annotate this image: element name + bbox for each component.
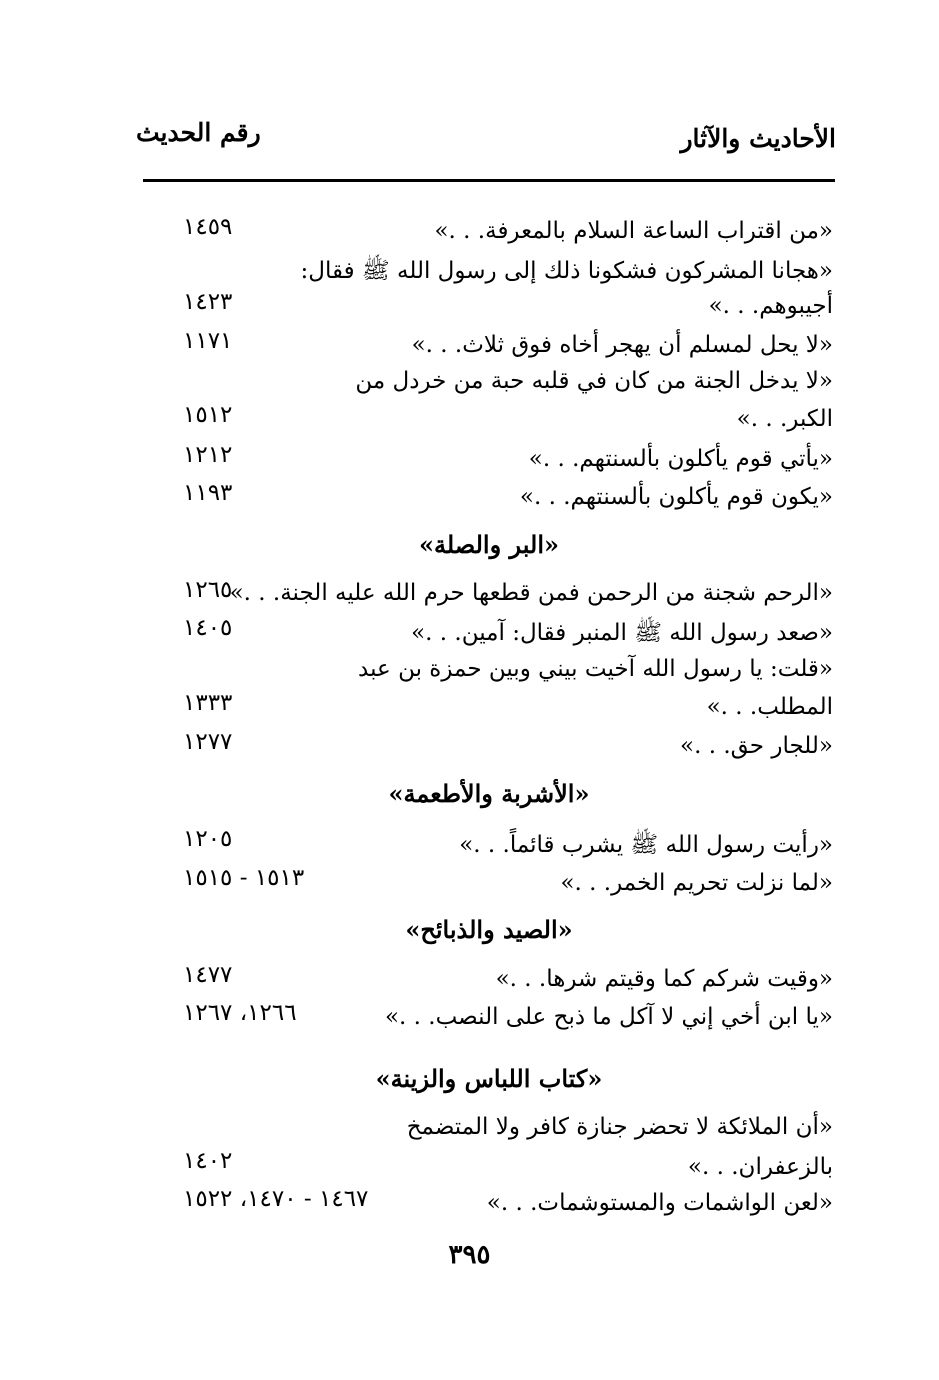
page-number: ٣٩٥ <box>448 1240 491 1270</box>
hadith-entry-line: «رأيت رسول الله ﷺ يشرب قائماً. . .» <box>459 832 833 858</box>
page-header-title: الأحاديث والآثار <box>680 124 836 153</box>
section-heading: «الصيد والذبائح» <box>405 915 573 944</box>
hadith-entry-line: الكبر. . .» <box>736 406 833 432</box>
hadith-entry-line: «هجانا المشركون فشكونا ذلك إلى رسول الله ﷺ فقال: <box>300 258 833 284</box>
hadith-number: ١١٧١ <box>183 328 233 354</box>
hadith-entry-line: «قلت: يا رسول الله آخيت بيني وبين حمزة بن عبد <box>358 656 833 682</box>
hadith-entry-line: «للجار حق. . .» <box>680 733 833 759</box>
hadith-entry-line: «الرحم شجنة من الرحمن فمن قطعها حرم الله عليه الجنة. . .» <box>229 580 833 606</box>
section-heading: «الأشربة والأطعمة» <box>388 779 590 808</box>
hadith-entry-line: «صعد رسول الله ﷺ المنبر فقال: آمين. . .» <box>411 620 833 646</box>
hadith-number: ١٤٦٧ - ١٤٧٠، ١٥٢٢ <box>183 1186 369 1212</box>
hadith-entry-line: «يكون قوم يأكلون بألسنتهم. . .» <box>519 484 833 510</box>
hadith-number: ١٤٠٥ <box>183 615 233 641</box>
hadith-number: ١٢٠٥ <box>183 826 233 852</box>
hadith-number: ١٢٧٧ <box>183 729 233 755</box>
hadith-entry-line: «وقيت شركم كما وقيتم شرها. . .» <box>495 966 833 992</box>
hadith-number: ١٤٢٣ <box>183 289 233 315</box>
hadith-number: ١١٩٣ <box>183 480 233 506</box>
hadith-number: ١٢٦٦، ١٢٦٧ <box>183 1000 297 1026</box>
hadith-number: ١٤٠٢ <box>183 1148 233 1174</box>
hadith-number: ١٢٦٥ <box>183 577 233 603</box>
column-header-hadith-number: رقم الحديث <box>136 118 261 147</box>
hadith-entry-line: «من اقتراب الساعة السلام بالمعرفة. . .» <box>434 218 833 244</box>
hadith-entry-line: «لا يحل لمسلم أن يهجر أخاه فوق ثلاث. . .» <box>411 332 833 358</box>
hadith-number: ١٤٧٧ <box>183 962 233 988</box>
hadith-entry-line: «لا يدخل الجنة من كان في قلبه حبة من خردل من <box>355 368 833 394</box>
hadith-number: ١٥١٢ <box>183 402 233 428</box>
hadith-entry-line: «لعن الواشمات والمستوشمات. . .» <box>486 1190 833 1216</box>
hadith-entry-line: «يا ابن أخي إني لا آكل ما ذبح على النصب. . .» <box>384 1004 833 1030</box>
hadith-entry-line: «أن الملائكة لا تحضر جنازة كافر ولا المتضمخ <box>406 1114 833 1140</box>
hadith-number: ١٣٣٣ <box>183 690 233 716</box>
hadith-number: ١٢١٢ <box>183 442 233 468</box>
header-rule <box>143 179 835 182</box>
hadith-number: ١٥١٣ - ١٥١٥ <box>183 865 305 891</box>
hadith-entry-line: «لما نزلت تحريم الخمر. . .» <box>560 870 833 896</box>
hadith-entry-line: «يأتي قوم يأكلون بألسنتهم. . .» <box>528 446 833 472</box>
hadith-entry-line: المطلب. . .» <box>706 694 833 720</box>
hadith-number: ١٤٥٩ <box>183 214 233 240</box>
section-heading: «البر والصلة» <box>418 530 559 559</box>
section-heading: «كتاب اللباس والزينة» <box>375 1064 603 1093</box>
hadith-entry-line: بالزعفران. . .» <box>687 1154 833 1180</box>
hadith-entry-line: أجيبوهم. . .» <box>708 293 833 319</box>
